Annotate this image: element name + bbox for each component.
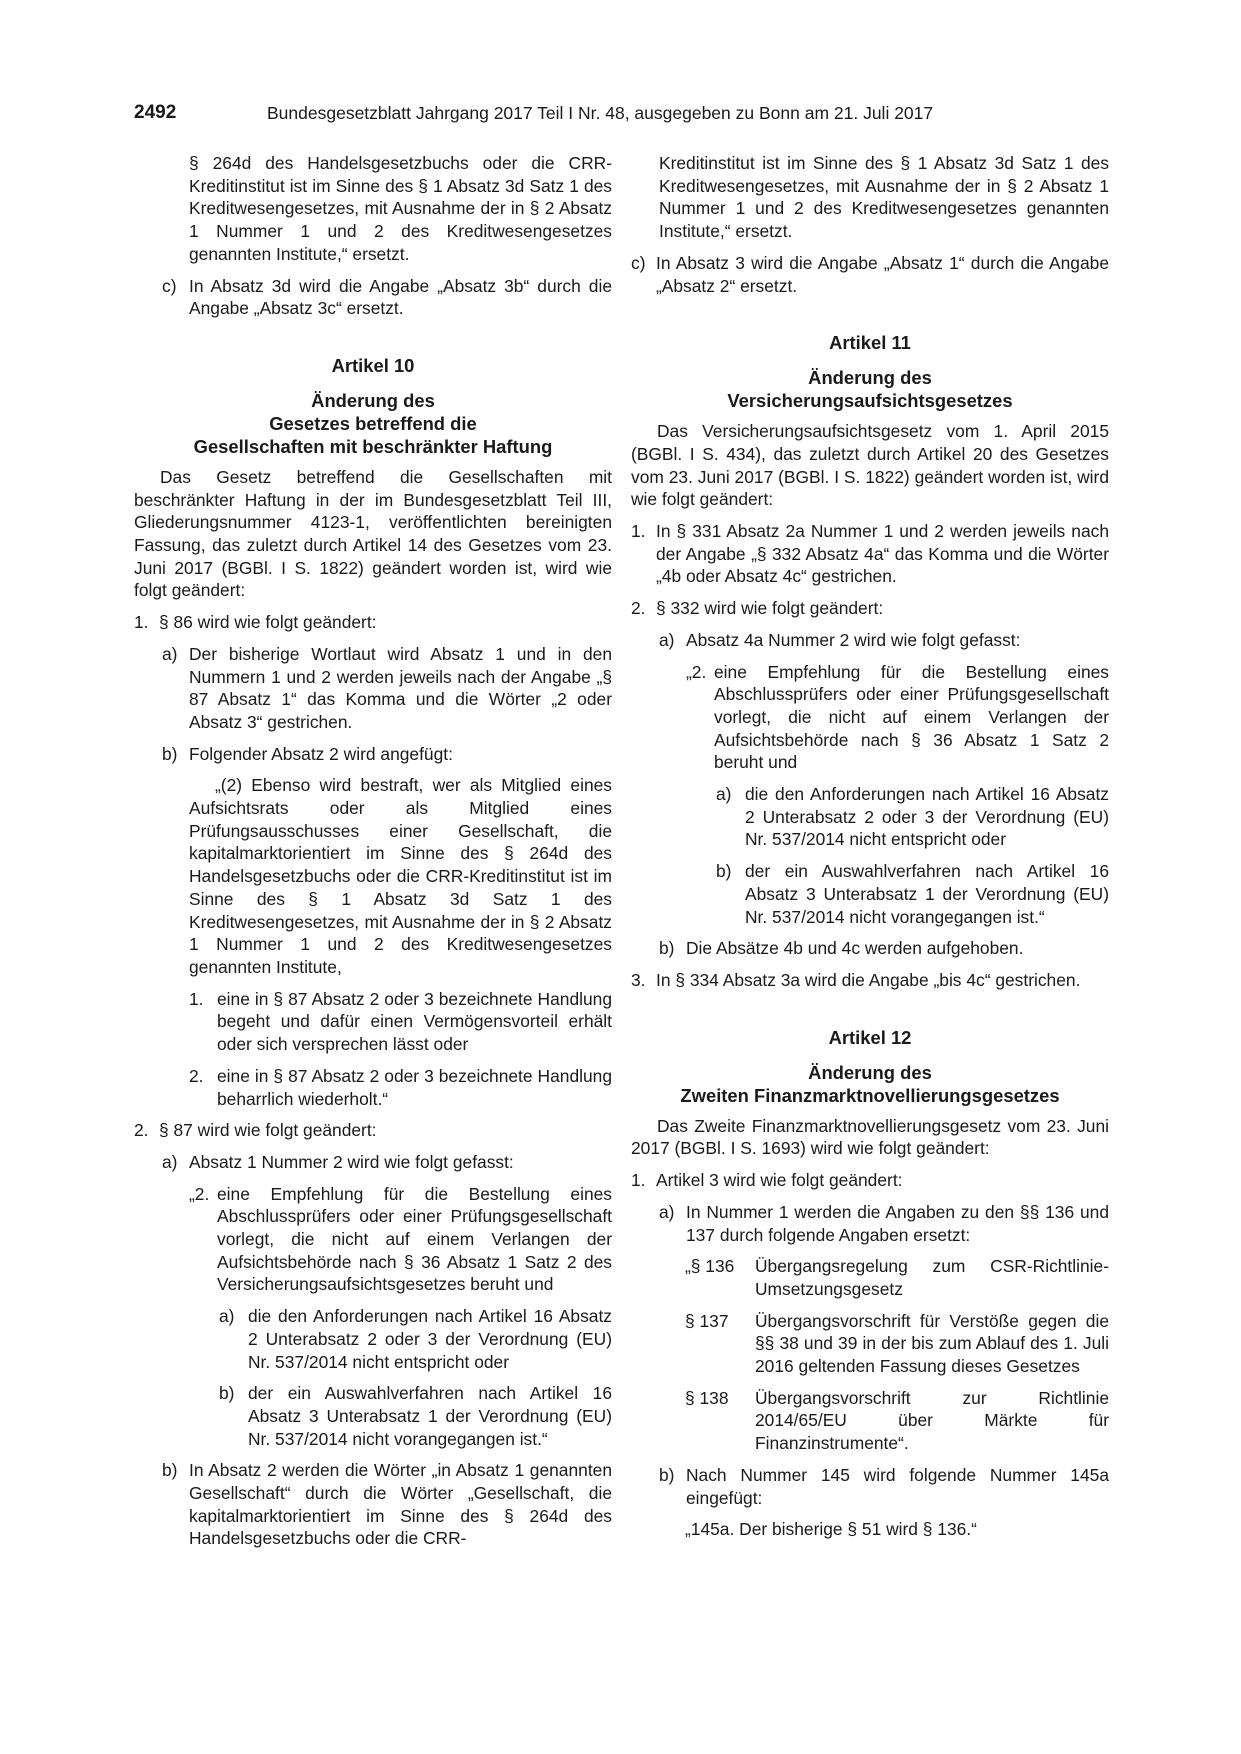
quoted-line: „145a. Der bisherige § 51 wird § 136.“: [685, 1519, 977, 1540]
item-label: 2.: [134, 1120, 149, 1141]
list-item: [631, 661, 1109, 775]
item-label: b): [716, 861, 732, 882]
item-label: 1.: [189, 988, 204, 1009]
item-label: 1.: [134, 612, 149, 633]
item-text: Der bisherige Wortlaut wird Absatz 1 und in den Nummern 1 und 2 werden jeweils nach der Angabe „§ 87 Absatz 1“ das Komma und die Wörter „2 oder Absatz 3“ gestrichen.: [189, 643, 612, 732]
list-item: [631, 597, 1109, 620]
item-label: a): [162, 1151, 178, 1172]
item-label: b): [219, 1383, 235, 1404]
header-title: Bundesgesetzblatt Jahrgang 2017 Teil I Nr. 48, ausgegeben zu Bonn am 21. Juli 2017: [267, 103, 934, 123]
list-item: [631, 252, 1109, 297]
item-label: 1.: [631, 521, 646, 542]
item-text: Absatz 4a Nummer 2 wird wie folgt gefasst:: [686, 629, 1021, 650]
quoted-paragraph: „(2) Ebenso wird bestraft, wer als Mitglied eines Aufsichtsrats oder als Mitglied eines Prüfungsausschusses einer Gesellschaft, die kapitalmarktorientiert im Sinne des § 264d des Handelsgesetzbuchs oder die CRR-Kreditinstitut ist im Sinne des § 1 Absatz 3d Satz 1 des Kreditwesengesetzes, mit Ausnahme der in § 2 Absatz 1 Nummer 1 und 2 des Kreditwesengesetzes genannten Institute,: [189, 775, 612, 977]
article-title-line: Änderung des: [808, 1061, 932, 1083]
item-text: In § 331 Absatz 2a Nummer 1 und 2 werden jeweils nach der Angabe „§ 332 Absatz 4a“ das Komma und die Wörter „4b oder Absatz 4c“ gestrichen.: [656, 521, 1109, 587]
item-label: „2.: [686, 661, 707, 682]
list-item: [631, 1464, 1109, 1509]
item-label: c): [631, 252, 646, 273]
item-text: die den Anforderungen nach Artikel 16 Absatz 2 Unterabsatz 2 oder 3 der Verordnung (EU) Nr. 537/2014 nicht entspricht oder: [745, 784, 1109, 850]
item-label: a): [659, 629, 675, 650]
article-heading: Artikel 10: [331, 354, 415, 376]
item-label: 2.: [631, 598, 646, 619]
item-text: In § 334 Absatz 3a wird die Angabe „bis 4c“ gestrichen.: [656, 969, 1081, 990]
item-label: 1.: [631, 1170, 646, 1191]
item-label: a): [219, 1306, 235, 1327]
article-title: [134, 389, 612, 458]
article-title-line: Gesetzes betreffend die: [269, 412, 477, 434]
item-label: a): [716, 784, 732, 805]
article-title-line: Änderung des: [311, 389, 435, 411]
item-label: 3.: [631, 969, 646, 990]
item-text: der ein Auswahlverfahren nach Artikel 16 Absatz 3 Unterabsatz 1 der Verordnung (EU) Nr. 537/2014 nicht vorangegangen ist.“: [248, 1383, 612, 1449]
article-intro: Das Gesetz betreffend die Gesellschaften mit beschränkter Haftung in der im Bundesgesetzblatt Teil III, Gliederungsnummer 4123-1, veröffentlichten bereinigten Fassung, das zuletzt durch Artikel 14 des Gesetzes vom 23. Juni 2017 (BGBl. I S. 1822) geändert worden ist, wird wie folgt geändert:: [134, 466, 612, 601]
item-text: die den Anforderungen nach Artikel 16 Absatz 2 Unterabsatz 2 oder 3 der Verordnung (EU) Nr. 537/2014 nicht entspricht oder: [248, 1306, 612, 1372]
item-text: Nach Nummer 145 wird folgende Nummer 145a eingefügt:: [686, 1464, 1109, 1508]
item-label: 2.: [189, 1065, 204, 1086]
item-text: In Absatz 3d wird die Angabe „Absatz 3b“ durch die Angabe „Absatz 3c“ ersetzt.: [189, 275, 612, 319]
article-intro: Das Versicherungsaufsichtsgesetz vom 1. April 2015 (BGBl. I S. 434), das zuletzt durch Artikel 20 des Gesetzes vom 23. Juni 2017 (BGBl. I S. 1822) geändert worden ist, wird wie folgt geändert:: [631, 421, 1109, 510]
list-item: [631, 1169, 1109, 1192]
article-title-line: Versicherungsaufsichtsgesetzes: [727, 390, 1013, 412]
article-title: [631, 366, 1109, 412]
item-label: c): [162, 275, 177, 296]
item-text: eine in § 87 Absatz 2 oder 3 bezeichnete Handlung beharrlich wiederholt.“: [217, 1065, 612, 1109]
list-item: [134, 1119, 612, 1142]
item-text: In Nummer 1 werden die Angaben zu den §§ 136 und 137 durch folgende Angaben ersetzt:: [686, 1201, 1109, 1245]
list-item: [631, 969, 1109, 992]
item-label: b): [162, 743, 178, 764]
article-title-line: Zweiten Finanzmarktnovellierungsgesetzes: [680, 1084, 1060, 1106]
item-label: „2.: [189, 1183, 210, 1204]
list-item: [631, 1201, 1109, 1246]
item-text: eine Empfehlung für die Bestellung eines Abschlussprüfers oder einer Prüfungsgesellschaft vorlegt, die nicht auf einem Verlangen der Aufsichtsbehörde nach § 36 Absatz 1 Satz 2 beruht und: [714, 661, 1109, 773]
list-item: [134, 1065, 612, 1110]
list-item: [134, 275, 612, 320]
list-item: [134, 1151, 612, 1174]
list-item: [631, 520, 1109, 588]
article-heading: Artikel 11: [829, 332, 911, 354]
list-item: [134, 611, 612, 634]
item-text: Die Absätze 4b und 4c werden aufgehoben.: [686, 938, 1024, 959]
list-item: [134, 643, 612, 734]
page-number: 2492: [134, 102, 177, 123]
item-text: § 332 wird wie folgt geändert:: [656, 598, 884, 619]
item-label: b): [659, 1464, 675, 1485]
list-item: [631, 860, 1109, 928]
section-entry: [631, 1255, 1109, 1300]
list-item: [134, 988, 612, 1056]
item-label: a): [659, 1201, 675, 1222]
section-title: Übergangsvorschrift für Verstöße gegen die §§ 38 und 39 in der bis zum Ablauf des 1. Juli 2016 geltenden Fassung dieses Gesetzes: [755, 1310, 1109, 1377]
section-number: „§ 136: [685, 1256, 735, 1277]
item-text: Artikel 3 wird wie folgt geändert:: [656, 1170, 903, 1191]
article-intro: Das Zweite Finanzmarktnovellierungsgesetz vom 23. Juni 2017 (BGBl. I S. 1693) wird wie folgt geändert:: [631, 1115, 1109, 1159]
left-column: [134, 152, 612, 1550]
item-text: Absatz 1 Nummer 2 wird wie folgt gefasst:: [189, 1151, 514, 1172]
item-text: Folgender Absatz 2 wird angefügt:: [189, 743, 453, 764]
section-number: § 138: [685, 1387, 729, 1408]
section-entry: [631, 1310, 1109, 1378]
article-heading: Artikel 12: [828, 1026, 912, 1048]
list-item: [631, 937, 1109, 960]
section-title: Übergangsregelung zum CSR-Richtlinie-Umsetzungsgesetz: [755, 1256, 1109, 1299]
list-item: [134, 1183, 612, 1297]
list-item: [134, 1305, 612, 1373]
right-column: [631, 152, 1109, 1541]
list-item: [631, 629, 1109, 652]
item-text: § 87 wird wie folgt geändert:: [159, 1120, 377, 1141]
section-number: § 137: [685, 1310, 729, 1331]
item-text: der ein Auswahlverfahren nach Artikel 16 Absatz 3 Unterabsatz 1 der Verordnung (EU) Nr. 537/2014 nicht vorangegangen ist.“: [745, 861, 1109, 927]
article-title: [631, 1061, 1109, 1107]
item-label: b): [162, 1460, 178, 1481]
list-item: [134, 743, 612, 766]
article-title-line: Gesellschaften mit beschränkter Haftung: [193, 435, 553, 457]
page-header: [134, 100, 1134, 126]
section-title: Übergangsvorschrift zur Richtlinie 2014/65/EU über Märkte für Finanzinstrumente“.: [755, 1387, 1109, 1454]
list-item: [134, 1382, 612, 1450]
item-label: a): [162, 643, 178, 664]
section-entry: [631, 1387, 1109, 1455]
continuation-text: § 264d des Handelsgesetzbuchs oder die CRR-Kreditinstitut ist im Sinne des § 1 Absatz 3d Satz 1 des Kreditwesengesetzes, mit Ausnahme der in § 2 Absatz 1 Nummer 1 und 2 des Kreditwesengesetzes genannten Institute,“ ersetzt.: [189, 153, 612, 264]
list-item: [134, 1459, 612, 1550]
continuation-text: Kreditinstitut ist im Sinne des § 1 Absatz 3d Satz 1 des Kreditwesengesetzes, mit Ausnahme der in § 2 Absatz 1 Nummer 1 und 2 des Kreditwesengesetzes genannten Institute,“ ersetzt.: [659, 153, 1109, 242]
item-text: eine in § 87 Absatz 2 oder 3 bezeichnete Handlung begeht und dafür einen Vermögensvorteil erhält oder sich versprechen lässt oder: [217, 988, 612, 1055]
item-text: § 86 wird wie folgt geändert:: [159, 612, 377, 633]
item-text: eine Empfehlung für die Bestellung eines Abschlussprüfers oder einer Prüfungsgesellschaft vorlegt, die nicht auf einem Verlangen der Aufsichtsbehörde nach § 36 Absatz 1 Satz 2 des Versicherungsaufsichtsgesetzes beruht und: [217, 1183, 612, 1295]
article-title-line: Änderung des: [808, 367, 932, 389]
item-text: In Absatz 3 wird die Angabe „Absatz 1“ durch die Angabe „Absatz 2“ ersetzt.: [656, 252, 1109, 296]
list-item: [631, 783, 1109, 851]
item-text: In Absatz 2 werden die Wörter „in Absatz 1 genannten Gesellschaft“ durch die Wörter „Gesellschaft, die kapitalmarktorientiert im Sinne des § 264d des Handelsgesetzbuchs oder die CRR-: [189, 1460, 612, 1549]
item-label: b): [659, 938, 675, 959]
